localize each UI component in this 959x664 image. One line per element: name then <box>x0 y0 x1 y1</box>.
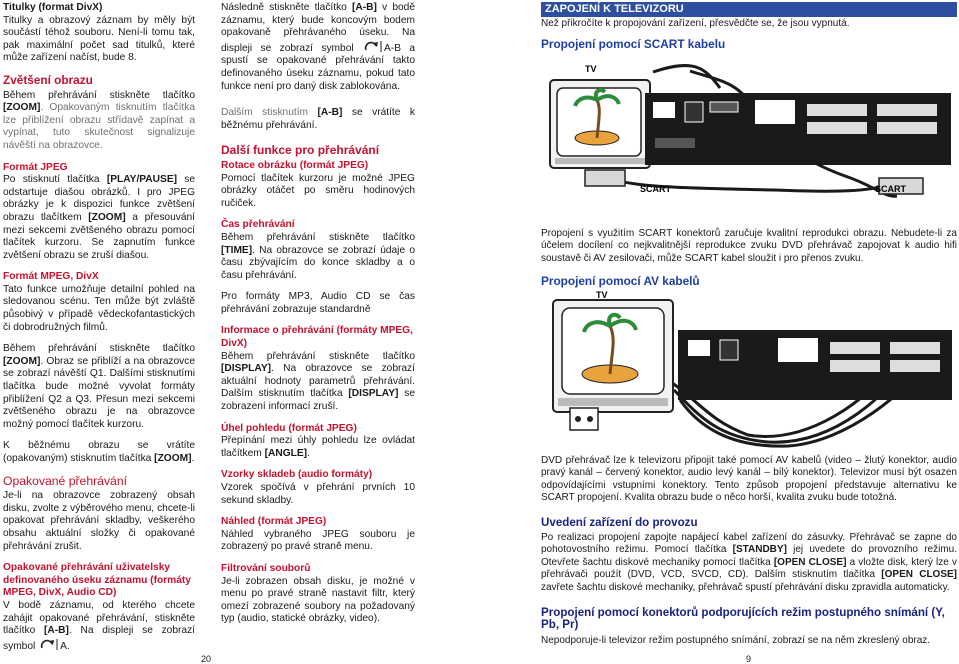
column-right-lower <box>541 228 957 288</box>
para-filter: Je-li zobrazen obsah disku, je možné v menu po pravé straně nastavit filtr, který omezí zobrazené soubory na požadovaný typ (audio, statické obrázky, video). <box>221 575 415 625</box>
para-samples: Vzorek spočívá v přehrání prvních 10 sekund skladby. <box>221 482 415 506</box>
para-jpeg: Po stisknutí tlačítka [PLAY/PAUSE] se odstartuje diašou obrázků. I pro JPEG obrázky je k dispozici funkce zvětšení obrazu tlačítkem [ZOOM] a přesouvání mezi sekcemi zvětšeného obrazu pomocí tlačítek kurzoru. Se zapnutím funkce zvětšení obrazu se zruší diašou. <box>3 174 196 261</box>
page-number-left: 20 <box>201 654 212 664</box>
repeat-ab-icon <box>362 40 384 53</box>
heading-scart: Propojení pomocí SCART kabelu <box>541 37 726 52</box>
heading-repeat: Opakované přehrávání <box>3 473 127 488</box>
dvd-player-icon <box>645 93 951 165</box>
tv-icon <box>553 300 673 412</box>
repeat-ab-icon <box>38 638 60 651</box>
heading-mpeg-divx: Formát MPEG, DivX <box>3 271 99 283</box>
para-rotate: Pomocí tlačítek kurzoru je možné JPEG obrázky otáčet po směru hodinových ručiček. <box>221 172 415 209</box>
heading-preview: Náhled (formát JPEG) <box>221 516 327 528</box>
heading-filter: Filtrování souborů <box>221 562 311 574</box>
section-banner: ZAPOJENÍ K TELEVIZORU <box>541 2 957 17</box>
heading-startup: Uvedení zařízení do provozu <box>541 515 698 529</box>
heading-info: Informace o přehrávání (formáty MPEG, DivX) <box>221 325 413 350</box>
column-right <box>541 0 957 51</box>
heading-more-functions: Další funkce pro přehrávání <box>221 143 380 158</box>
para-preview: Náhled vybraného JPEG souboru je zobrazený po pravé straně menu. <box>221 528 415 553</box>
para-angle: Přepínání mezi úhly pohledu lze ovládat tlačítkem [ANGLE]. <box>221 435 415 459</box>
tv-label-av: TV <box>596 290 608 300</box>
av-connection-figure <box>548 290 956 450</box>
para-progressive: Nepodporuje-li televizor režim postupného snímání, zobrazí se na něm zkreslený obraz. <box>541 634 931 646</box>
para-av: DVD přehrávač lze k televizoru připojit také pomocí AV kabelů (video – žlutý konektor, audio pravý kanál – červený konektor, audio levý kanál – bílý konektor). Televizor musí být osazen odpovídajícími vstupními konektory. Tento způsob propojení představuje alternativu ke SCART propojení. Kvalita obrazu bude o něco horší, kvalita zvuku bude totožná. <box>541 455 957 504</box>
scart-connection-figure <box>545 58 955 218</box>
para-startup: Po realizaci propojení zapojte napájecí kabel zařízení do zásuvky. Přehrávač se zapne do pohotovostního režimu. Pomocí tlačítka [STANDBY] jej uvedete do provozního režimu. Otevřete šachtu diskové mechaniky pomocí tlačítka [OPEN CLOSE] a vložte disk, který lze v přehrávači pouźít (DVD, VCD, SVCD, CD). Dalším stisknutím tlačítka [OPEN CLOSE] zavřete šachtu diskové mechaniky, přehrávač spustí přehrávání disku zpravidla automaticky. <box>541 532 958 593</box>
heading-jpeg: Formát JPEG <box>3 161 68 173</box>
heading-repeat-ab: Opakované přehrávání uživatelsky definovaného úseku záznamu (formáty MPEG, DivX, Audio CD) <box>3 562 191 599</box>
heading-av: Propojení pomocí AV kabelů <box>541 274 700 289</box>
column-left <box>3 0 195 653</box>
rca-plug-icon <box>570 408 598 430</box>
dvd-player-icon <box>678 330 952 400</box>
para-ab-end: Následně stiskněte tlačítko [A-B] v bodě záznamu, který bude koncovým bodem opakovaně přehrávaného úseku. Na displeji se zobrazí symbol A-B a spustí se opakované přehrávání takto definovaného úseku záznamu, pokud tato funkce není pro daný disk zablokována. <box>221 2 416 92</box>
para-zoom: Během přehrávání stiskněte tlačítko [ZOOM]. Opakovaným tisknutím tlačítka lze přiblížení obrazu střídavě zapínat a vypínat, tuto skutečnost signalizuje návěští na obrazovce. <box>3 89 195 151</box>
tv-icon <box>550 80 650 168</box>
tv-label: TV <box>585 64 597 74</box>
para-info: Během přehrávání stiskněte tlačítko [DISPLAY]. Na obrazovce se zobrazí aktuální hodnoty parametrů přehrávání. Dalším stisknutím tlačítka [DISPLAY] se zobrazení informací zruší. <box>221 350 415 413</box>
scart-label-right: SCART <box>875 184 906 194</box>
column-middle <box>221 0 415 626</box>
para-repeat: Je-li na obrazovce zobrazený obsah disku, zvolte z výběrového menu, chcete-li opakovat přehrávání skladby, veškerého obsahu aktuální složky či opakované přehrávání zrušit. <box>3 490 195 552</box>
para-subtitles: Titulky a obrazový záznam by měly být součástí téhož souboru. Není-li tomu tak, pak maximální počet sad titulků, které může zařízení načíst, bude 8. <box>3 14 195 64</box>
heading-time: Čas přehrávání <box>221 219 295 231</box>
para-repeat-ab: V bodě záznamu, od kterého chcete zahájit opakované přehrávání, stiskněte tlačítko [A-B]. Na displeji se zobrazí symbol A. <box>3 599 195 652</box>
heading-subtitles: Titulky (format DivX) <box>3 2 103 13</box>
heading-samples: Vzorky skladeb (audio formáty) <box>221 469 373 481</box>
para-intro: Než přikročíte k propojování zařízení, přesvědčte se, že jsou vypnutá. <box>541 18 850 29</box>
heading-rotate: Rotace obrázku (formát JPEG) <box>221 159 369 171</box>
para-zoom-return: K běžnému obrazu se vrátíte (opakovaným) stisknutím tlačítka [ZOOM]. <box>3 440 195 464</box>
heading-angle: Úhel pohledu (formát JPEG) <box>221 422 357 434</box>
scart-label-left: SCART <box>640 184 671 194</box>
para-mpeg-divx: Tato funkce umožňuje detailní pohled na sledovanou scénu. Ten může být zvláště působivý v případě vědeckofantastických či dobrodružných filmů. <box>3 283 195 333</box>
para-scart: Propojení s využitím SCART konektorů zaručuje kvalitní reprodukci obrazu. Nebudete-li za účelem docílení co nejkvalitnější reprodukce zvuku DVD přehrávač zapojovat k audio hifi soustavě či AV zesilovači, může SCART kabel sloužit i pro přenos zvuku. <box>541 228 957 264</box>
para-time-mp3: Pro formáty MP3, Audio CD se čas přehrávání zobrazuje standardně <box>221 291 415 315</box>
para-time: Během přehrávání stiskněte tlačítko [TIME]. Na obrazovce se zobrazí údaje o času zbývajícím do konce skladby a o času přehrávání. <box>221 231 415 281</box>
heading-progressive: Propojení pomocí konektorů podporujících režim postupného snímání (Y, Pb, Pr) <box>541 606 945 632</box>
para-ab-cancel: Dalším stisknutím [A-B] se vrátíte k běžnému přehrávání. <box>221 107 415 131</box>
para-zoom-levels: Během přehrávání stiskněte tlačítko [ZOOM]. Obraz se přiblíží a na obrazovce se zobrazí návěští Q1. Dalšími stisknutími tlačítka bude možné vyvolat formáty přiblížení Q2 a Q3. Přesun mezi sekcemi zvětšeného obrazu je na obrazovce možný pomocí tlačítek kurzoru. <box>3 343 195 430</box>
heading-zoom: Zvětšení obrazu <box>3 72 93 87</box>
column-right-bottom <box>541 455 957 647</box>
page-number-right: 9 <box>746 654 752 664</box>
